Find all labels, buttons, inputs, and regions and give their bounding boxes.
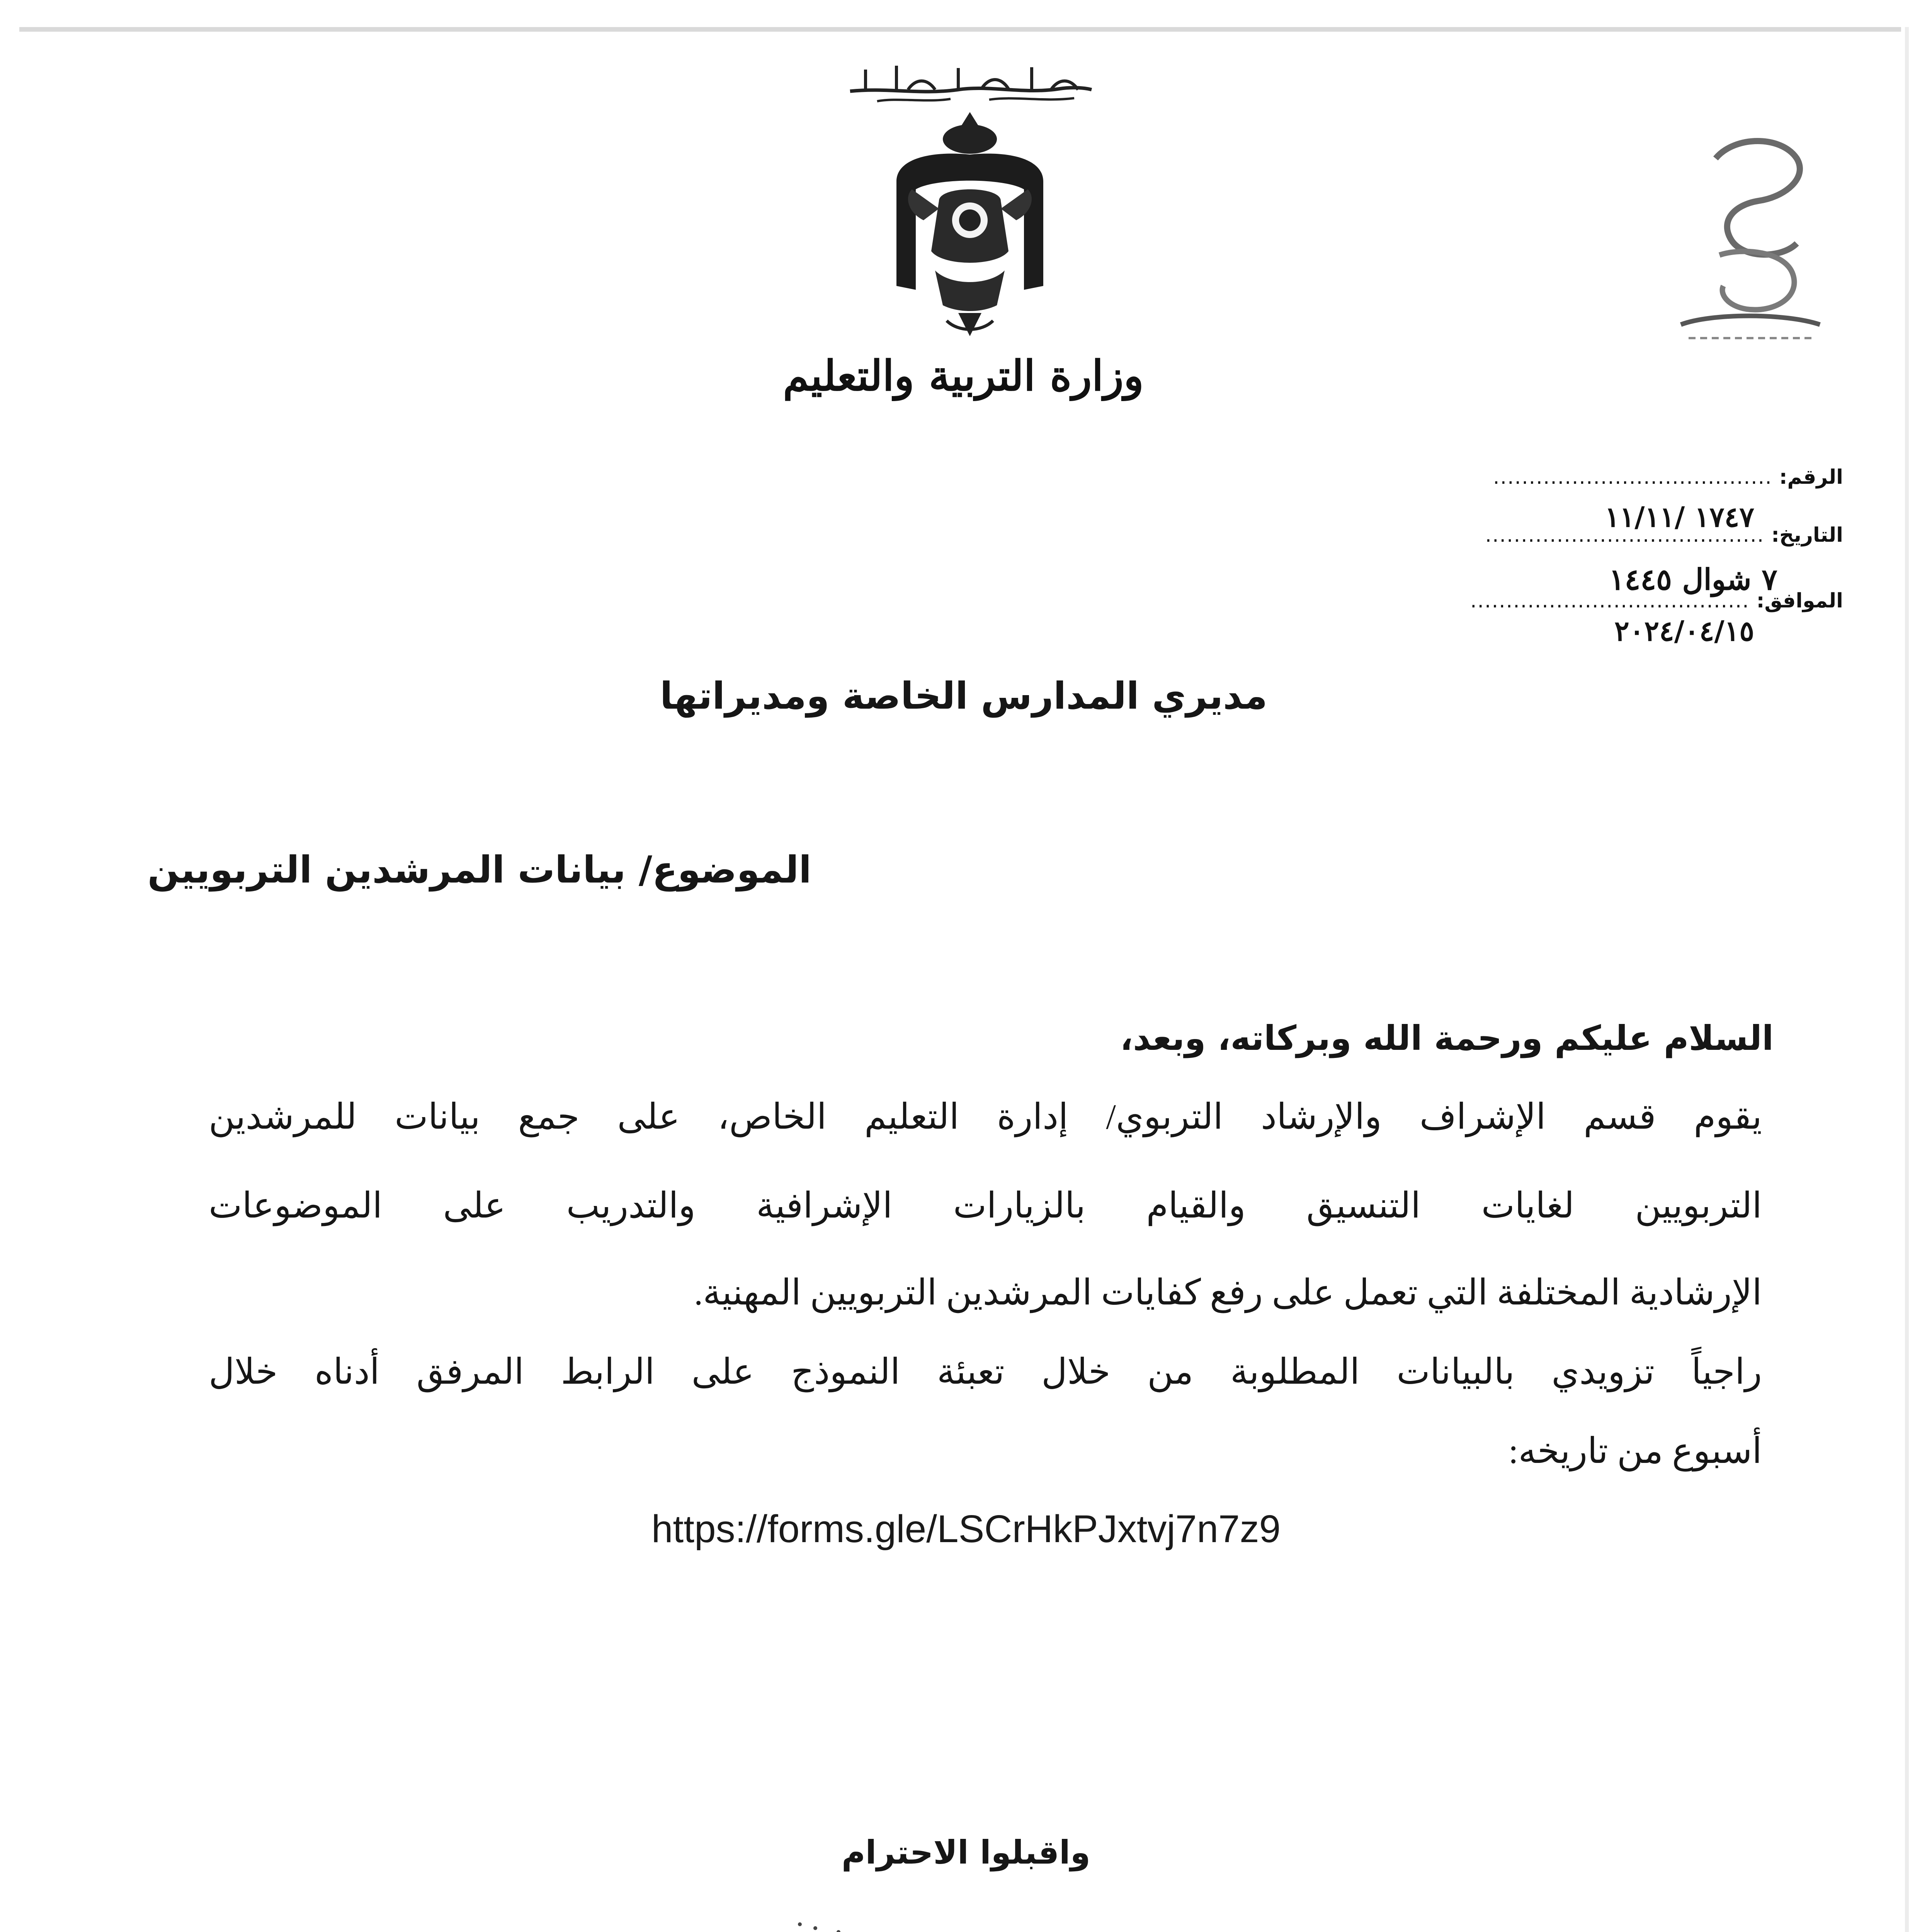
greeting: السلام عليكم ورحمة الله وبركاته، وبعد، [1120, 1018, 1774, 1058]
reference-corresponding-label: الموافق: [1756, 589, 1843, 612]
body-line-1: يقوم قسم الإشراف والإرشاد التربوي/ إدارة التعليم الخاص، على جمع بيانات للمرشدين [209, 1097, 1762, 1136]
coat-of-arms-emblem [881, 104, 1059, 344]
scan-edge-right [1905, 27, 1909, 1932]
reference-corresponding-dots: ....................................... [1470, 589, 1750, 612]
body-line-2: التربويين لغايات التنسيق والقيام بالزيارات الإشرافية والتدريب على الموضوعات [209, 1186, 1762, 1225]
reference-date-label: التاريخ: [1771, 524, 1843, 547]
reference-date-dots: ....................................... [1485, 524, 1765, 547]
hijri-date: ٧ شوال ١٤٤٥ [1609, 562, 1777, 597]
reference-date-value: ١٧٤٧ /١١/١١ [1604, 500, 1754, 533]
addressee: مديري المدارس الخاصة ومديراتها [660, 674, 1267, 718]
scan-edge-top [19, 27, 1901, 32]
body-line-3: الإرشادية المختلفة التي تعمل على رفع كفايات المرشدين التربويين المهنية. [694, 1273, 1762, 1312]
form-link[interactable]: https://forms.gle/LSCrHkPJxtvj7n7z9 [651, 1507, 1281, 1551]
subject-line: الموضوع/ بيانات المرشدين التربويين [147, 848, 811, 891]
closing-salutation: واقبلوا الاحترام [841, 1833, 1091, 1871]
reference-block [1437, 456, 1843, 672]
basmala-calligraphy [842, 54, 1097, 108]
reference-number-row [1493, 456, 1843, 498]
reference-number-dots: ....................................... [1493, 466, 1772, 489]
ministry-name: وزارة التربية والتعليم [783, 352, 1144, 400]
reference-number-label: الرقم: [1779, 466, 1843, 489]
body-line-4: راجياً تزويدي بالبيانات المطلوبة من خلال تعبئة النموذج على الرابط المرفق أدناه خلال [209, 1352, 1762, 1391]
scan-specks [792, 1917, 846, 1932]
gregorian-date: ٢٠٢٤/٠٤/١٥ [1614, 614, 1754, 647]
ministry-logo [1658, 131, 1843, 348]
body-line-5: أسبوع من تاريخه: [1508, 1431, 1762, 1471]
letterhead [783, 54, 1144, 402]
